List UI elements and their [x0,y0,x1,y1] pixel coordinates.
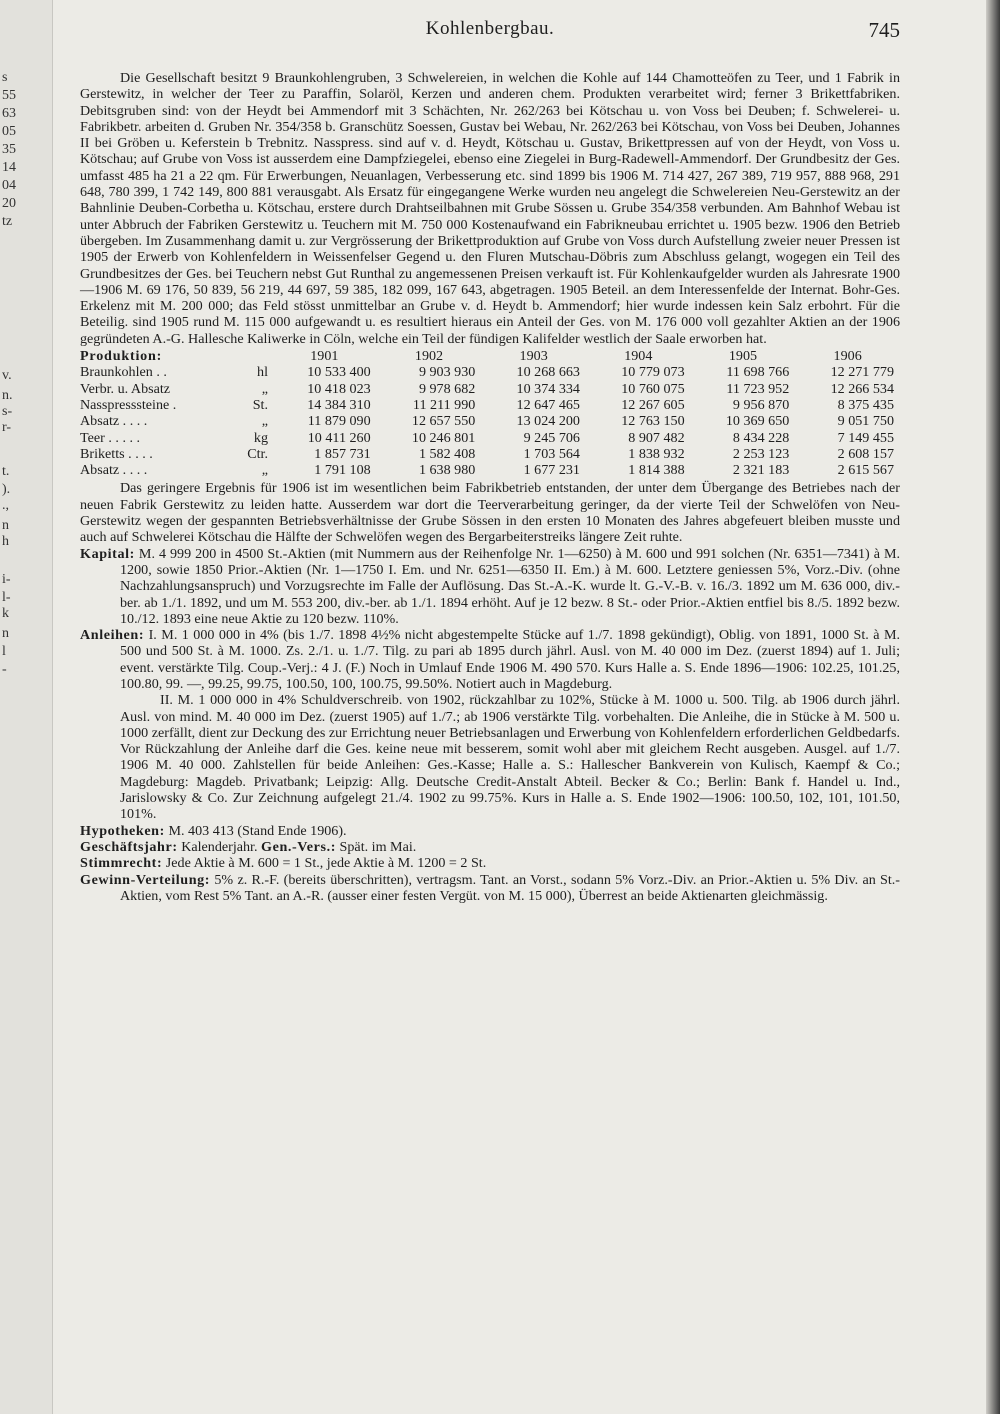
stimmrecht-text: Jede Aktie à M. 600 = 1 St., jede Aktie à M. 1200 = 2 St. [165,855,487,872]
cell-value: 2 615 567 [837,462,894,479]
row-item: Teer . . . . . [80,429,141,446]
cell-value: 7 149 455 [837,429,894,446]
year-header: 1901 [310,348,339,365]
cell-value: 1 582 408 [418,445,476,462]
margin-fragment: v. [2,368,12,383]
cell-value: 1 677 231 [523,462,580,479]
row-item: Nasspresssteine . [80,396,177,413]
margin-fragment: n [2,518,9,533]
margin-fragment: t. [2,464,10,479]
gewinn-section [80,872,900,905]
cell-value: 10 246 801 [411,429,476,446]
row-unit: kg [253,429,268,446]
margin-fragment: 14 [2,160,16,175]
cell-value: 12 763 150 [621,413,685,430]
cell-value: 11 879 090 [307,413,371,430]
anleihen-text: I. M. 1 000 000 in 4% (bis 1./7. 1898 4½% nicht abgestempelte Stücke auf 1./7. 1898 gekündigt), Oblig. von 1891, 1000 St. à M. 500 und 500 St. à M. 1000. Zs. 2./1. u. 1./7. Tilg. zu pari ab 1895 durch jährl. Ausl. von M. 40 000 im Dez. (zuerst 1894) auf 1. Juli; event. verstärkte Tilg. Coup.-Verj.: 4 J. (F.) Noch in Umlauf Ende 1906 M. 490 570. Kurs Halle a. S. Ende 1896—1906: 102.25, 101.25, 100.80, 99. —, 99.25, 99.75, 100.50, 100, 100.75, 99.50%. Notiert auch in Magdeburg. [120,627,900,692]
margin-fragment: ). [2,482,11,497]
margin-fragment: h [2,534,9,549]
year-header: 1904 [624,348,653,365]
cell-value: 1 857 731 [314,445,371,462]
margin-fragment: ., [2,498,9,513]
cell-value: 9 245 706 [523,429,580,446]
production-title: Produktion: [80,348,163,365]
row-unit: „ [261,462,268,479]
margin-fragment: 04 [2,178,16,193]
cell-value: 12 271 779 [830,364,894,381]
after-table-paragraph: Das geringere Ergebnis für 1906 ist im wesentlichen beim Fabrikbetrieb entstanden, der unter dem Übergange des Betriebes nach der neuen Fabrik Gerstewitz zu leiden hatte. Ausserdem war dort die Teerverarbeitung geringer, da der vierte Teil der Schwelöfen von Neu-Gerstewitz wegen der gespannten Betriebsverhältnisse der Grube Sössen in den ersten 10 Monaten des Jahres abgefeuert bleiben musste und auch auf Schwelerei Kötschau die Hälfte der Schwelöfen wegen des Bergarbeiterstreiks längere Zeit ruhte. [80,480,900,546]
margin-fragment: 35 [2,142,16,157]
hypotheken-section [80,823,900,839]
gewinn-text: 5% z. R.-F. (bereits überschritten), vertragsm. Tant. an Vorst., sodann 5% Vorz.-Div. an Prior.-Aktien u. 5% Div. an St.-Aktien, vom Rest 5% Tant. an A.-R. (ausser einer festen Vergüt. von M. 15 000), Überrest an beide Aktienarten gleichmässig. [120,871,901,904]
margin-fragment: 20 [2,196,16,211]
table-row [80,430,900,446]
cell-value: 9 978 682 [418,380,476,397]
kapital-section [80,546,900,627]
cell-value: 10 779 073 [621,364,685,381]
cell-value: 11 723 952 [726,380,790,397]
cell-value: 8 434 228 [732,429,790,446]
row-unit: hl [257,364,268,381]
margin-fragment: l- [2,590,11,605]
row-unit: St. [252,396,268,413]
table-row [80,364,900,380]
margin-fragment: r- [2,420,12,435]
table-row [80,397,900,413]
cell-value: 10 411 260 [307,429,371,446]
row-unit: „ [261,413,268,430]
cell-value: 13 024 200 [516,413,580,430]
year-header: 1903 [519,348,548,365]
page-body [80,70,900,904]
margin-fragment: - [2,662,7,677]
anleihen-ii-paragraph: II. M. 1 000 000 in 4% Schuldverschreib. von 1902, rückzahlbar zu 102%, Stücke à M. 1000 u. 500. Tilg. ab 1906 durch jährl. Ausl. von mind. M. 40 000 im Dez. (zuerst 1905) auf 1./7.; ab 1906 verstärkte Tilg. vorbehalten. Die Anleihe, die in Stücke à M. 500 u. 1000 zerfällt, dient zur Deckung des zur Errichtung neuer Betriebsanlagen und Erwerbung von Kohlenfeldern erforderlichen Geldbedarfs. Vor Rückzahlung der Anleihe darf die Ges. keine neue mit besserem, somit wohl aber mit gleichem Recht ausgeben. Ausgel. auf 1./7. 1906 M. 40 000. Zahlstellen für beide Anleihen: Ges.-Kasse; Halle a. S.: Hallescher Bankverein von Kulisch, Kaempf & Co.; Magdeburg: Magdeb. Privatbank; Leipzig: Allg. Deutsche Credit-Anstalt Abteil. Becker & Co.; Berlin: Bank f. Handel u. Ind., Jarislowsky & Co. Zur Zeichnung aufgelegt 21./4. 1902 zu 99.75%. Kurs in Halle a. S. Ende 1902—1906: 100.50, 102, 101, 101.50, 101%. [120,692,900,823]
cell-value: 14 384 310 [307,396,371,413]
cell-value: 10 268 663 [516,364,580,381]
margin-fragment: l [2,644,6,659]
row-unit: „ [261,380,268,397]
kapital-text: M. 4 999 200 in 4500 St.-Aktien (mit Nummern aus der Reihenfolge Nr. 1—6250) à M. 600 und 991 solchen (Nr. 6351—7341) à M. 1200, sowie 1850 Prior.-Aktien (Nr. 1—1750 I. Em. und Nr. 6251—6350 II. Em.) à M. 600. Letztere geniessen 5%, Vorz.-Div. (ohne Nachzahlungsanspruch) und Vorzugsrechte im Falle der Auflösung. Das St.-A.-K. wurde lt. G.-V.-B. v. 16./3. 1892 um M. 636 000, div.-ber. ab 1./1. 1892, und um M. 553 200, div.-ber. ab 1./1. 1894 erhöht. Auf je 12 bezw. 8 St.- oder Prior.-Aktien entfiel bis 8./5. 1892 bezw. 10./12. 1893 eine neue Aktie zu 120 bezw. 110%. [120,545,901,627]
year-header: 1902 [414,348,444,365]
cell-value: 1 638 980 [418,462,476,479]
table-row [80,381,900,397]
table-row [80,446,900,462]
cell-value: 10 374 334 [516,380,580,397]
production-header-row [80,348,900,364]
cell-value: 11 211 990 [412,396,476,413]
row-item: Absatz . . . . [80,413,148,430]
row-item: Briketts . . . . [80,445,153,462]
cell-value: 1 791 108 [314,462,371,479]
stimmrecht-label: Stimmrecht: [80,855,163,872]
margin-fragment: k [2,606,9,621]
anleihen-label: Anleihen: [80,627,145,644]
anleihen-section [80,627,900,692]
cell-value: 9 956 870 [732,396,790,413]
hypotheken-label: Hypotheken: [80,822,165,839]
cell-value: 2 321 183 [732,462,790,479]
cell-value: 10 760 075 [621,380,685,397]
geschaeftsjahr-text: Kalenderjahr. [181,838,258,855]
page-number: 745 [868,18,900,42]
margin-fragment: s [2,70,8,85]
margin-fragment: 55 [2,88,16,103]
running-head: Kohlenbergbau. [425,18,555,39]
cell-value: 1 703 564 [523,445,580,462]
table-row [80,413,900,429]
margin-fragment: n. [2,388,13,403]
left-margin-strip [0,0,53,1414]
row-item: Absatz . . . . [80,462,148,479]
margin-fragment: s- [2,404,13,419]
cell-value: 12 657 550 [411,413,476,430]
hypotheken-text: M. 403 413 (Stand Ende 1906). [168,822,347,839]
cell-value: 1 814 388 [628,462,685,479]
margin-fragment: 05 [2,124,16,139]
cell-value: 1 838 932 [628,445,685,462]
cell-value: 12 647 465 [516,396,580,413]
cell-value: 2 253 123 [732,445,790,462]
kapital-label: Kapital: [80,545,135,562]
cell-value: 10 369 650 [725,413,790,430]
margin-fragment: n [2,626,9,641]
geschaeftsjahr-label: Geschäftsjahr: [80,838,178,855]
cell-value: 12 267 605 [621,396,685,413]
cell-value: 9 903 930 [418,364,476,381]
year-header: 1906 [833,348,862,365]
row-unit: Ctr. [247,445,268,462]
cell-value: 12 266 534 [830,380,894,397]
gewinn-label: Gewinn-Verteilung: [80,871,211,888]
cell-value: 10 533 400 [307,364,371,381]
page-header [80,18,900,48]
right-binding-shadow [986,0,1000,1414]
cell-value: 9 051 750 [837,413,894,430]
margin-fragment: i- [2,572,11,587]
production-table [80,348,900,478]
cell-value: 8 907 482 [628,429,685,446]
row-item: Verbr. u. Absatz [80,380,171,397]
table-row [80,462,900,478]
year-header: 1905 [728,348,758,365]
cell-value: 2 608 157 [837,445,894,462]
intro-paragraph: Die Gesellschaft besitzt 9 Braunkohlengruben, 3 Schwelereien, in welchen die Kohle auf 144 Chamotteöfen zu Teer, und 1 Fabrik in Gerstewitz, in welcher der Teer zu Paraffin, Solaröl, Kerzen und anderen chem. Produkten verarbeitet wird; ferner 3 Brikettfabriken. Debitsgruben sind: von der Heydt bei Ammendorf mit 3 Schächten, Nr. 262/263 bei Kötschau u. von Voss bei Deuben; f. Schwelerei- u. Fabrikbetr. arbeiten d. Gruben Nr. 354/358 b. Granschütz Soessen, Gustav bei Webau, Nr. 262/263 bei Kötschau, von Voss bei Deuben, Johannes II bei Gröben u. Keferstein b Trebnitz. Nasspress. sind auf v. d. Heydt, Kötschau u. Gustav, Brikettpressen auf von der Heydt, von Voss u. Kötschau; auf Grube von Voss ist ausserdem eine Dampfziegelei, ebenso eine Ziegelei in Burg-Radewell-Ammendorf. Der Grundbesitz der Ges. umfasst 485 ha 21 a 22 qm. Für Erwerbungen, Neuanlagen, Verbesserung etc. sind 1899 bis 1906 M. 714 427, 267 389, 719 957, 888 968, 291 648, 780 399, 1 742 149, 800 881 verausgabt. Als Ersatz für eingegangene Werke wurden neu angelegt die Schwelereien Neu-Gerstewitz an der Bahnlinie Deuben-Corbetha u. Kötschau, erstere durch Drahtseilbahnen mit Grube Sössen u. Grube 354/358 verbunden. Am Bahnhof Webau ist unter Abbruch der Fabriken Gerstewitz u. Teuchern mit M. 750 000 Kostenaufwand ein Fabrikneubau errichtet u. 1905 bezw. 1906 den Betrieb übergeben. Im Zusammenhang damit u. zur Vergrösserung der Brikettproduktion auf Grube von Voss durch Aufstellung zweier neuer Pressen ist 1905 der Erwerb von Kohlenfeldern in Weissenfelser Gegend u. den Fluren Mutschau-Döbris zum Abschluss gelangt, wogegen ein Teil des Grundbesitzes der Ges. bei Teuchern nebst Gut Runthal zu angemessenen Preisen verkauft ist. Für Kohlenkaufgelder wurden als Jahresrate 1900—1906 M. 69 176, 50 839, 56 219, 44 697, 59 385, 182 099, 167 643, abgetragen. 1905 Beteil. an dem Interessenfelde der Internat. Bohr-Ges. Erkelenz mit M. 200 000; das Feld stösst unmittelbar an Grube v. d. Heydt b. Ammendorf; hier wurde indessen kein Salz erbohrt. Für die Beteilig. sind 1905 rund M. 115 000 aufgewandt u. es resultiert hieraus ein Anteil der Ges. von M. 176 000 voll gezahlter Aktien an der 1906 gegründeten A.-G. Hallesche Kaliwerke in Cöln, welche ein Teil der fündigen Kalifelder westlich der Saale erworben hat. [80,70,900,347]
gen-vers-text: Spät. im Mai. [339,838,417,855]
cell-value: 8 375 435 [837,396,894,413]
geschaeftsjahr-section [80,839,900,855]
cell-value: 11 698 766 [726,364,790,381]
margin-fragment: tz [2,214,13,229]
row-item: Braunkohlen . . [80,364,167,381]
margin-fragment: 63 [2,106,16,121]
cell-value: 10 418 023 [307,380,371,397]
gen-vers-label: Gen.-Vers.: [261,838,337,855]
stimmrecht-section [80,855,900,871]
